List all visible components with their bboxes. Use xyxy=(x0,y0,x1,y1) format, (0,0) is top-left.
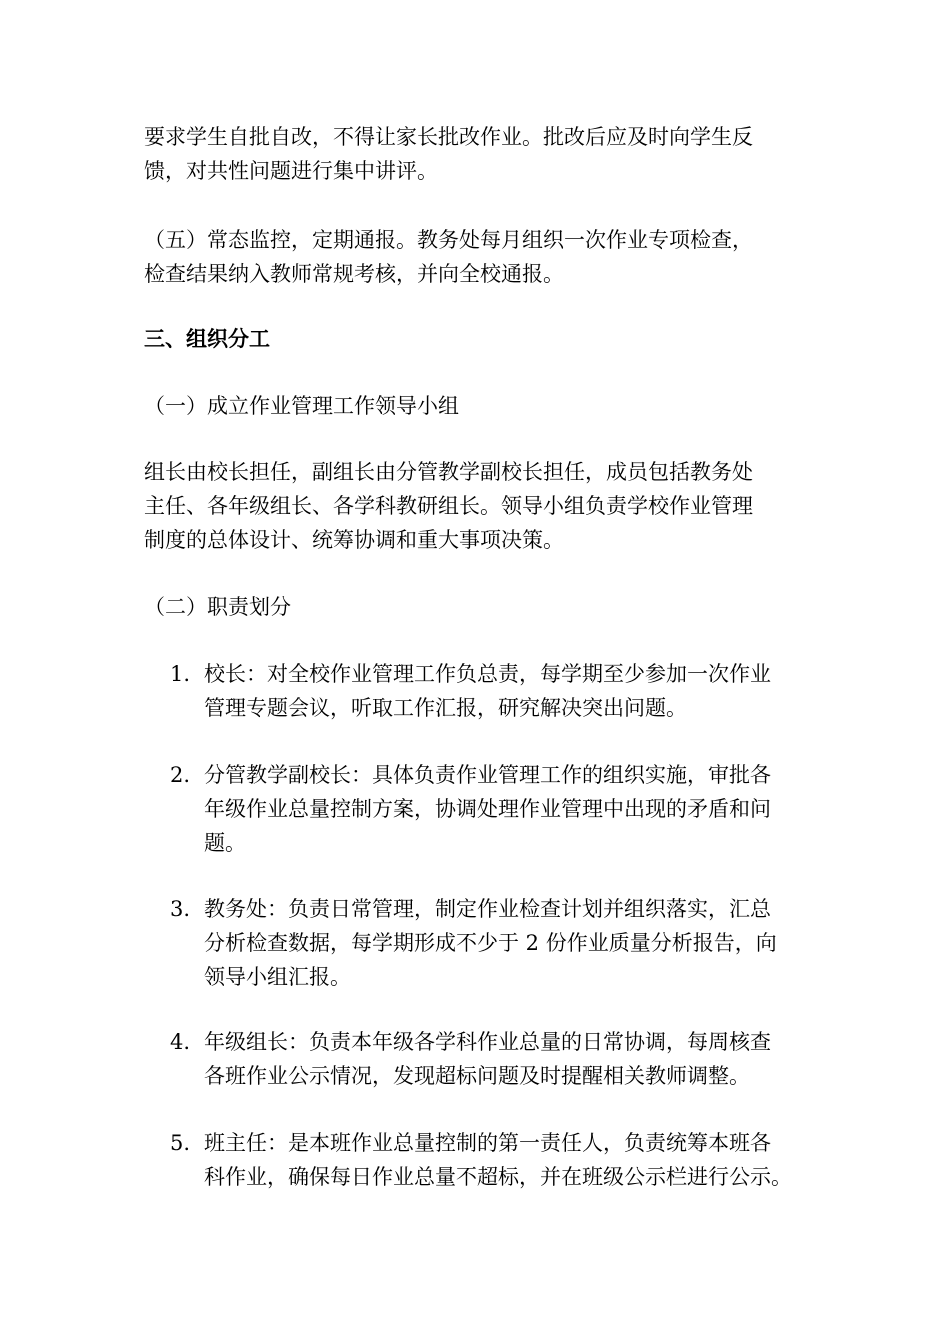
text-line: 分管教学副校长：具体负责作业管理工作的组织实施，审批各 xyxy=(204,763,771,787)
list-item-number: 4. xyxy=(170,1030,191,1054)
list-item-number: 5. xyxy=(170,1131,191,1155)
text-line: 主任、各年级组长、各学科教研组长。领导小组负责学校作业管理 xyxy=(144,494,753,518)
text-line: 校长：对全校作业管理工作负总责，每学期至少参加一次作业 xyxy=(204,662,771,686)
subheading-leadership-group: （一）成立作业管理工作领导小组 xyxy=(144,394,459,418)
text-line: 教务处：负责日常管理，制定作业检查计划并组织落实，汇总 xyxy=(204,897,771,921)
text-line: 分析检查数据，每学期形成不少于 2 份作业质量分析报告，向 xyxy=(204,931,777,955)
paragraph-grading xyxy=(144,120,834,188)
text-line: 要求学生自批自改，不得让家长批改作业。批改后应及时向学生反 xyxy=(144,125,753,149)
text-line: 管理专题会议，听取工作汇报，研究解决突出问题。 xyxy=(204,696,687,720)
text-line: 制度的总体设计、统筹协调和重大事项决策。 xyxy=(144,528,564,552)
text-line: 领导小组汇报。 xyxy=(204,965,351,989)
section-heading: 三、组织分工 xyxy=(144,327,270,351)
subheading-responsibilities: （二）职责划分 xyxy=(144,595,291,619)
paragraph-monitoring xyxy=(144,223,834,291)
list-item-number: 1. xyxy=(170,662,191,686)
text-line: 检查结果纳入教师常规考核，并向全校通报。 xyxy=(144,262,564,286)
text-line: 组长由校长担任，副组长由分管教学副校长担任，成员包括教务处 xyxy=(144,460,753,484)
text-line: 题。 xyxy=(204,831,246,855)
paragraph-leadership xyxy=(144,455,834,557)
text-line: 科作业，确保每日作业总量不超标，并在班级公示栏进行公示。 xyxy=(204,1165,792,1189)
text-line: 班主任：是本班作业总量控制的第一责任人，负责统筹本班各 xyxy=(204,1131,771,1155)
list-item-number: 2. xyxy=(170,763,191,787)
text-line: （五）常态监控，定期通报。教务处每月组织一次作业专项检查， xyxy=(144,228,753,252)
text-line: 各班作业公示情况，发现超标问题及时提醒相关教师调整。 xyxy=(204,1064,750,1088)
list-item-number: 3. xyxy=(170,897,191,921)
text-line: 年级作业总量控制方案，协调处理作业管理中出现的矛盾和问 xyxy=(204,797,771,821)
text-line: 馈，对共性问题进行集中讲评。 xyxy=(144,159,438,183)
text-line: 年级组长：负责本年级各学科作业总量的日常协调，每周核查 xyxy=(204,1030,771,1054)
